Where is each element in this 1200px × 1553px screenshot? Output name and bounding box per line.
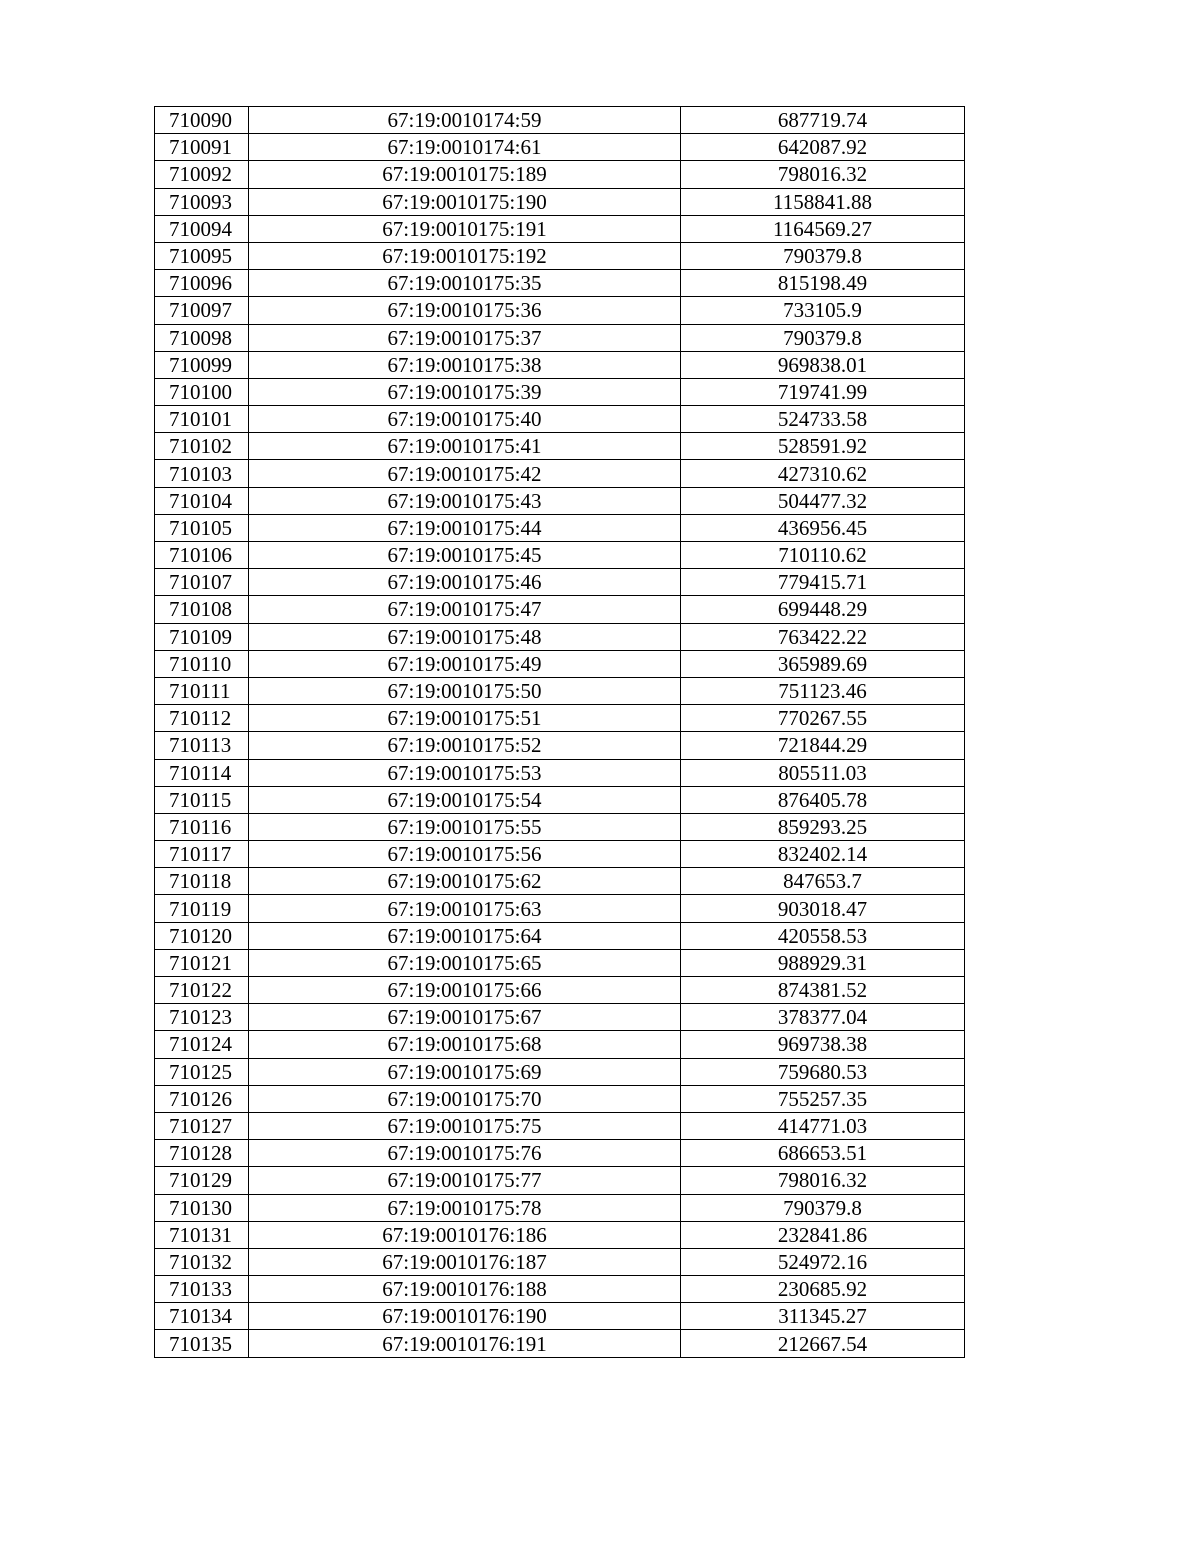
- value-cell: 847653.7: [681, 868, 965, 895]
- table-row: [155, 569, 965, 596]
- table-row: [155, 677, 965, 704]
- row-id-cell: 710113: [155, 732, 249, 759]
- row-id-cell: 710093: [155, 188, 249, 215]
- cadastral-number-cell: 67:19:0010175:190: [249, 188, 681, 215]
- table-row: [155, 1058, 965, 1085]
- cadastral-number-cell: 67:19:0010175:38: [249, 351, 681, 378]
- value-cell: 436956.45: [681, 514, 965, 541]
- row-id-cell: 710117: [155, 841, 249, 868]
- row-id-cell: 710135: [155, 1330, 249, 1357]
- table-row: [155, 1221, 965, 1248]
- table-row: [155, 1140, 965, 1167]
- cadastral-number-cell: 67:19:0010175:192: [249, 242, 681, 269]
- value-cell: 790379.8: [681, 242, 965, 269]
- row-id-cell: 710114: [155, 759, 249, 786]
- cadastral-number-cell: 67:19:0010174:61: [249, 134, 681, 161]
- value-cell: 969738.38: [681, 1031, 965, 1058]
- row-id-cell: 710132: [155, 1248, 249, 1275]
- table-row: [155, 596, 965, 623]
- table-row: [155, 1303, 965, 1330]
- data-table: [154, 106, 965, 1358]
- value-cell: 790379.8: [681, 324, 965, 351]
- row-id-cell: 710090: [155, 107, 249, 134]
- row-id-cell: 710110: [155, 650, 249, 677]
- value-cell: 699448.29: [681, 596, 965, 623]
- cadastral-number-cell: 67:19:0010175:55: [249, 813, 681, 840]
- value-cell: 733105.9: [681, 297, 965, 324]
- row-id-cell: 710091: [155, 134, 249, 161]
- table-row: [155, 1276, 965, 1303]
- row-id-cell: 710120: [155, 922, 249, 949]
- cadastral-number-cell: 67:19:0010175:43: [249, 487, 681, 514]
- table-row: [155, 351, 965, 378]
- value-cell: 874381.52: [681, 977, 965, 1004]
- table-row: [155, 215, 965, 242]
- cadastral-number-cell: 67:19:0010175:49: [249, 650, 681, 677]
- value-cell: 232841.86: [681, 1221, 965, 1248]
- table-row: [155, 1031, 965, 1058]
- cadastral-number-cell: 67:19:0010175:191: [249, 215, 681, 242]
- row-id-cell: 710118: [155, 868, 249, 895]
- cadastral-number-cell: 67:19:0010175:39: [249, 378, 681, 405]
- cadastral-number-cell: 67:19:0010175:70: [249, 1085, 681, 1112]
- value-cell: 798016.32: [681, 1167, 965, 1194]
- value-cell: 420558.53: [681, 922, 965, 949]
- table-row: [155, 623, 965, 650]
- value-cell: 524972.16: [681, 1248, 965, 1275]
- row-id-cell: 710097: [155, 297, 249, 324]
- cadastral-number-cell: 67:19:0010175:77: [249, 1167, 681, 1194]
- table-row: [155, 922, 965, 949]
- row-id-cell: 710123: [155, 1004, 249, 1031]
- value-cell: 528591.92: [681, 433, 965, 460]
- value-cell: 1164569.27: [681, 215, 965, 242]
- value-cell: 414771.03: [681, 1112, 965, 1139]
- table-row: [155, 542, 965, 569]
- row-id-cell: 710134: [155, 1303, 249, 1330]
- row-id-cell: 710103: [155, 460, 249, 487]
- cadastral-number-cell: 67:19:0010176:190: [249, 1303, 681, 1330]
- value-cell: 859293.25: [681, 813, 965, 840]
- cadastral-number-cell: 67:19:0010175:44: [249, 514, 681, 541]
- value-cell: 790379.8: [681, 1194, 965, 1221]
- row-id-cell: 710129: [155, 1167, 249, 1194]
- table-body: [155, 107, 965, 1358]
- value-cell: 770267.55: [681, 705, 965, 732]
- table-row: [155, 1194, 965, 1221]
- row-id-cell: 710125: [155, 1058, 249, 1085]
- cadastral-number-cell: 67:19:0010175:66: [249, 977, 681, 1004]
- cadastral-number-cell: 67:19:0010175:52: [249, 732, 681, 759]
- table-row: [155, 324, 965, 351]
- table-row: [155, 107, 965, 134]
- row-id-cell: 710115: [155, 786, 249, 813]
- cadastral-number-cell: 67:19:0010175:78: [249, 1194, 681, 1221]
- value-cell: 686653.51: [681, 1140, 965, 1167]
- table-row: [155, 1085, 965, 1112]
- cadastral-number-cell: 67:19:0010175:53: [249, 759, 681, 786]
- row-id-cell: 710098: [155, 324, 249, 351]
- cadastral-number-cell: 67:19:0010175:41: [249, 433, 681, 460]
- table-row: [155, 188, 965, 215]
- cadastral-number-cell: 67:19:0010175:48: [249, 623, 681, 650]
- table-row: [155, 1167, 965, 1194]
- cadastral-number-cell: 67:19:0010175:62: [249, 868, 681, 895]
- table-row: [155, 868, 965, 895]
- value-cell: 504477.32: [681, 487, 965, 514]
- table-row: [155, 297, 965, 324]
- cadastral-number-cell: 67:19:0010175:40: [249, 406, 681, 433]
- cadastral-number-cell: 67:19:0010175:56: [249, 841, 681, 868]
- cadastral-number-cell: 67:19:0010175:67: [249, 1004, 681, 1031]
- value-cell: 815198.49: [681, 270, 965, 297]
- cadastral-number-cell: 67:19:0010176:191: [249, 1330, 681, 1357]
- value-cell: 1158841.88: [681, 188, 965, 215]
- value-cell: 642087.92: [681, 134, 965, 161]
- value-cell: 427310.62: [681, 460, 965, 487]
- table-row: [155, 378, 965, 405]
- cadastral-number-cell: 67:19:0010175:68: [249, 1031, 681, 1058]
- cadastral-number-cell: 67:19:0010175:63: [249, 895, 681, 922]
- cadastral-number-cell: 67:19:0010175:35: [249, 270, 681, 297]
- value-cell: 759680.53: [681, 1058, 965, 1085]
- row-id-cell: 710128: [155, 1140, 249, 1167]
- table-row: [155, 977, 965, 1004]
- row-id-cell: 710133: [155, 1276, 249, 1303]
- value-cell: 212667.54: [681, 1330, 965, 1357]
- cadastral-number-cell: 67:19:0010175:64: [249, 922, 681, 949]
- value-cell: 903018.47: [681, 895, 965, 922]
- row-id-cell: 710104: [155, 487, 249, 514]
- table-row: [155, 1004, 965, 1031]
- row-id-cell: 710101: [155, 406, 249, 433]
- table-row: [155, 650, 965, 677]
- cadastral-number-cell: 67:19:0010176:188: [249, 1276, 681, 1303]
- cadastral-number-cell: 67:19:0010175:69: [249, 1058, 681, 1085]
- row-id-cell: 710108: [155, 596, 249, 623]
- table-row: [155, 433, 965, 460]
- table-row: [155, 1330, 965, 1357]
- value-cell: 763422.22: [681, 623, 965, 650]
- table-row: [155, 514, 965, 541]
- table-row: [155, 406, 965, 433]
- row-id-cell: 710116: [155, 813, 249, 840]
- cadastral-number-cell: 67:19:0010175:47: [249, 596, 681, 623]
- row-id-cell: 710131: [155, 1221, 249, 1248]
- cadastral-number-cell: 67:19:0010175:65: [249, 949, 681, 976]
- table-row: [155, 487, 965, 514]
- table-row: [155, 460, 965, 487]
- table-row: [155, 949, 965, 976]
- row-id-cell: 710099: [155, 351, 249, 378]
- table-row: [155, 705, 965, 732]
- table-row: [155, 786, 965, 813]
- cadastral-number-cell: 67:19:0010176:187: [249, 1248, 681, 1275]
- value-cell: 378377.04: [681, 1004, 965, 1031]
- value-cell: 798016.32: [681, 161, 965, 188]
- value-cell: 365989.69: [681, 650, 965, 677]
- cadastral-number-cell: 67:19:0010175:75: [249, 1112, 681, 1139]
- cadastral-number-cell: 67:19:0010175:45: [249, 542, 681, 569]
- row-id-cell: 710119: [155, 895, 249, 922]
- table-row: [155, 732, 965, 759]
- table-row: [155, 242, 965, 269]
- row-id-cell: 710106: [155, 542, 249, 569]
- row-id-cell: 710109: [155, 623, 249, 650]
- value-cell: 721844.29: [681, 732, 965, 759]
- value-cell: 751123.46: [681, 677, 965, 704]
- table-row: [155, 813, 965, 840]
- cadastral-number-cell: 67:19:0010175:42: [249, 460, 681, 487]
- row-id-cell: 710092: [155, 161, 249, 188]
- value-cell: 988929.31: [681, 949, 965, 976]
- row-id-cell: 710096: [155, 270, 249, 297]
- row-id-cell: 710111: [155, 677, 249, 704]
- table-row: [155, 841, 965, 868]
- row-id-cell: 710107: [155, 569, 249, 596]
- cadastral-number-cell: 67:19:0010175:51: [249, 705, 681, 732]
- cadastral-number-cell: 67:19:0010175:46: [249, 569, 681, 596]
- value-cell: 755257.35: [681, 1085, 965, 1112]
- row-id-cell: 710124: [155, 1031, 249, 1058]
- cadastral-number-cell: 67:19:0010175:189: [249, 161, 681, 188]
- cadastral-number-cell: 67:19:0010174:59: [249, 107, 681, 134]
- cadastral-number-cell: 67:19:0010175:50: [249, 677, 681, 704]
- table-row: [155, 1112, 965, 1139]
- row-id-cell: 710112: [155, 705, 249, 732]
- row-id-cell: 710130: [155, 1194, 249, 1221]
- row-id-cell: 710122: [155, 977, 249, 1004]
- row-id-cell: 710121: [155, 949, 249, 976]
- row-id-cell: 710100: [155, 378, 249, 405]
- row-id-cell: 710126: [155, 1085, 249, 1112]
- table-row: [155, 759, 965, 786]
- value-cell: 876405.78: [681, 786, 965, 813]
- cadastral-number-cell: 67:19:0010175:76: [249, 1140, 681, 1167]
- table-row: [155, 161, 965, 188]
- table-row: [155, 895, 965, 922]
- row-id-cell: 710105: [155, 514, 249, 541]
- value-cell: 719741.99: [681, 378, 965, 405]
- cadastral-number-cell: 67:19:0010175:37: [249, 324, 681, 351]
- table-row: [155, 134, 965, 161]
- value-cell: 832402.14: [681, 841, 965, 868]
- row-id-cell: 710095: [155, 242, 249, 269]
- value-cell: 311345.27: [681, 1303, 965, 1330]
- value-cell: 805511.03: [681, 759, 965, 786]
- value-cell: 230685.92: [681, 1276, 965, 1303]
- value-cell: 687719.74: [681, 107, 965, 134]
- value-cell: 524733.58: [681, 406, 965, 433]
- row-id-cell: 710102: [155, 433, 249, 460]
- table-row: [155, 1248, 965, 1275]
- cadastral-number-cell: 67:19:0010175:54: [249, 786, 681, 813]
- value-cell: 969838.01: [681, 351, 965, 378]
- row-id-cell: 710127: [155, 1112, 249, 1139]
- cadastral-number-cell: 67:19:0010175:36: [249, 297, 681, 324]
- cadastral-number-cell: 67:19:0010176:186: [249, 1221, 681, 1248]
- value-cell: 779415.71: [681, 569, 965, 596]
- value-cell: 710110.62: [681, 542, 965, 569]
- row-id-cell: 710094: [155, 215, 249, 242]
- table-row: [155, 270, 965, 297]
